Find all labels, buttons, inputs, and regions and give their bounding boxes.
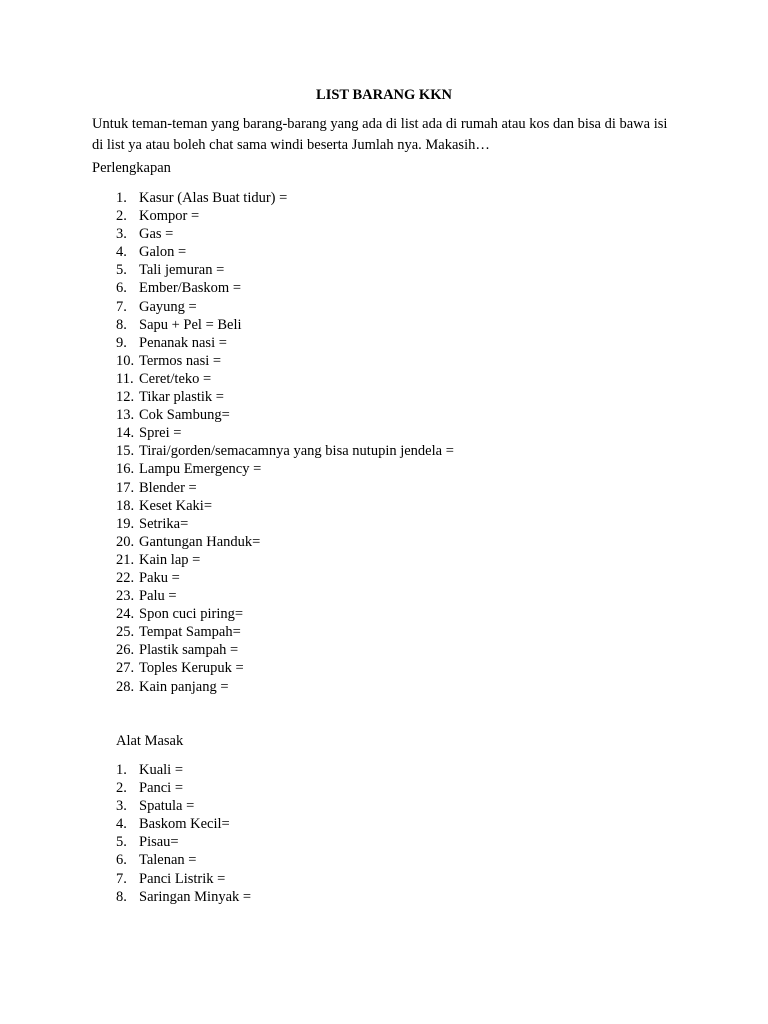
list-item-text: Sapu + Pel = Beli	[139, 316, 242, 333]
list-item-number: 24.	[116, 606, 135, 623]
list-item-text: Pisau=	[139, 834, 179, 851]
list-item-text: Penanak nasi =	[139, 334, 227, 351]
list-item-text: Setrika=	[139, 515, 189, 532]
list-item-text: Talenan =	[139, 852, 197, 869]
list-item-text: Termos nasi =	[139, 352, 222, 369]
list-item-number: 25.	[116, 624, 135, 641]
list-item-text: Toples Kerupuk =	[139, 660, 244, 677]
list-item-number: 3.	[116, 798, 127, 815]
list-item-text: Ember/Baskom =	[139, 280, 242, 297]
list-item-text: Kain lap =	[139, 551, 201, 568]
list-item-number: 2.	[116, 780, 127, 797]
list-item-number: 6.	[116, 280, 127, 297]
list-item-text: Keset Kaki=	[139, 497, 213, 514]
list-item-text: Kasur (Alas Buat tidur) =	[139, 190, 288, 206]
list-item-text: Sprei =	[139, 425, 182, 442]
list-item-number: 23.	[116, 588, 135, 605]
list-item-number: 6.	[116, 852, 127, 869]
list-item-text: Tikar plastik =	[139, 389, 224, 406]
section-heading-perlengkapan: Perlengkapan	[92, 160, 171, 176]
list-item-text: Galon =	[139, 244, 187, 261]
list-item-number: 2.	[116, 208, 127, 225]
list-item-number: 3.	[116, 226, 127, 243]
list-item-text: Baskom Kecil=	[139, 816, 230, 833]
list-item-number: 19.	[116, 515, 135, 532]
list-item-number: 1.	[116, 190, 127, 206]
list-item-number: 13.	[116, 407, 135, 424]
list-item-number: 20.	[116, 533, 135, 550]
list-item-number: 17.	[116, 479, 135, 496]
list-item-number: 21.	[116, 551, 135, 568]
list-item-number: 4.	[116, 244, 127, 261]
list-item-text: Gayung =	[139, 298, 197, 315]
list-item-text: Panci =	[139, 780, 184, 797]
list-item-number: 18.	[116, 497, 135, 514]
list-item-text: Plastik sampah =	[139, 642, 239, 659]
list-item-number: 1.	[116, 762, 127, 778]
list-item-text: Kompor =	[139, 208, 200, 225]
list-item-text: Kuali =	[139, 762, 184, 778]
list-item-text: Tali jemuran =	[139, 262, 225, 279]
intro-paragraph: Untuk teman-teman yang barang-barang yang ada di list ada di rumah atau kos dan bisa di bawa isi di list ya atau boleh chat sama windi beserta Jumlah nya. Makasih…	[92, 116, 668, 153]
list-item-number: 22.	[116, 569, 135, 586]
list-item-number: 10.	[116, 352, 135, 369]
list-item-text: Saringan Minyak =	[139, 888, 252, 905]
list-item-number: 15.	[116, 443, 135, 460]
list-item-number: 12.	[116, 389, 135, 406]
list-item-number: 5.	[116, 262, 127, 279]
list-item-number: 7.	[116, 870, 127, 887]
list-item-text: Ceret/teko =	[139, 370, 212, 387]
list-item-text: Spatula =	[139, 798, 195, 815]
list-item-text: Blender =	[139, 479, 197, 496]
list-item-number: 26.	[116, 642, 135, 659]
list-item-text: Gantungan Handuk=	[139, 533, 261, 550]
list-item-number: 5.	[116, 834, 127, 851]
list-item-text: Tempat Sampah=	[139, 624, 241, 641]
list-item-number: 14.	[116, 425, 135, 442]
list-item-text: Spon cuci piring=	[139, 606, 244, 623]
list-item-number: 7.	[116, 298, 127, 315]
document-title: LIST BARANG KKN	[316, 87, 452, 103]
list-item-number: 4.	[116, 816, 127, 833]
list-item-text: Cok Sambung=	[139, 407, 230, 424]
list-item-text: Palu =	[139, 588, 177, 605]
list-item-text: Paku =	[139, 569, 180, 586]
list-item-text: Gas =	[139, 226, 174, 243]
list-item-number: 8.	[116, 888, 127, 905]
list-item-text: Kain panjang =	[139, 678, 229, 695]
list-item-number: 9.	[116, 334, 127, 351]
list-item-number: 11.	[116, 370, 134, 387]
list-item-number: 8.	[116, 316, 127, 333]
list-item-text: Lampu Emergency =	[139, 461, 262, 478]
list-item-number: 16.	[116, 461, 135, 478]
list-item-number: 27.	[116, 660, 135, 677]
list-item-text: Tirai/gorden/semacamnya yang bisa nutupin jendela =	[139, 443, 454, 460]
list-item-number: 28.	[116, 678, 135, 695]
section-heading-alat-masak: Alat Masak	[116, 733, 184, 749]
list-item-text: Panci Listrik =	[139, 870, 226, 887]
